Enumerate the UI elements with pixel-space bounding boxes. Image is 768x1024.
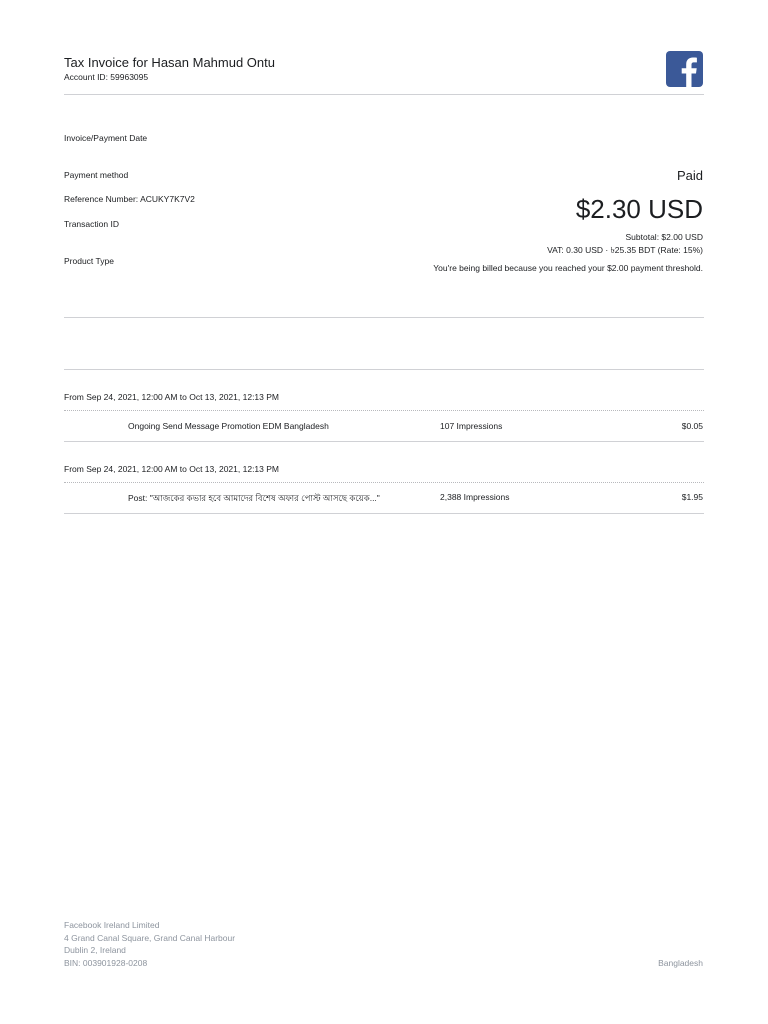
footer-country: Bangladesh [658, 958, 703, 968]
line-item-quantity: 2,388 Impressions [440, 492, 510, 502]
facebook-logo-icon [666, 51, 703, 87]
line-item-quantity: 107 Impressions [440, 421, 503, 431]
section-divider [64, 369, 704, 370]
header-divider [64, 94, 704, 95]
line-item-description: Post: "আজকের কভার হবে আমাদের বিশেষ অফার পোস্ট আসছে কয়েক..." [128, 493, 380, 503]
line-item-amount: $0.05 [681, 421, 703, 431]
product-type-label: Product Type [64, 256, 114, 266]
line-item-period: From Sep 24, 2021, 12:00 AM to Oct 13, 2021, 12:13 PM [64, 392, 279, 402]
total-amount: $2.30 USD [575, 194, 703, 224]
invoice-date-label: Invoice/Payment Date [64, 133, 148, 143]
line-item-description: Ongoing Send Message Promotion EDM Bangladesh [128, 421, 329, 431]
account-id: Account ID: 59963095 [64, 72, 149, 82]
footer-address-line1: 4 Grand Canal Square, Grand Canal Harbour [64, 933, 236, 943]
line-item-period: From Sep 24, 2021, 12:00 AM to Oct 13, 2021, 12:13 PM [64, 464, 279, 474]
footer-address-line2: Dublin 2, Ireland [64, 945, 126, 955]
billing-reason: You're being billed because you reached your $2.00 payment threshold. [433, 263, 703, 273]
vat-line: VAT: 0.30 USD · ৳25.35 BDT (Rate: 15%) [547, 245, 703, 255]
line-item-amount: $1.95 [681, 492, 703, 502]
dotted-divider [64, 482, 704, 483]
line-item-divider [64, 513, 704, 514]
invoice-title: Tax Invoice for Hasan Mahmud Ontu [64, 55, 275, 70]
footer-company: Facebook Ireland Limited [64, 920, 160, 930]
payment-status: Paid [676, 168, 703, 183]
line-item-divider [64, 441, 704, 442]
dotted-divider [64, 410, 704, 411]
subtotal: Subtotal: $2.00 USD [625, 232, 703, 242]
transaction-id-label: Transaction ID [64, 219, 119, 229]
footer-bin: BIN: 003901928-0208 [64, 958, 148, 968]
payment-method-label: Payment method [64, 170, 129, 180]
reference-number: Reference Number: ACUKY7K7V2 [64, 194, 195, 204]
section-divider [64, 317, 704, 318]
